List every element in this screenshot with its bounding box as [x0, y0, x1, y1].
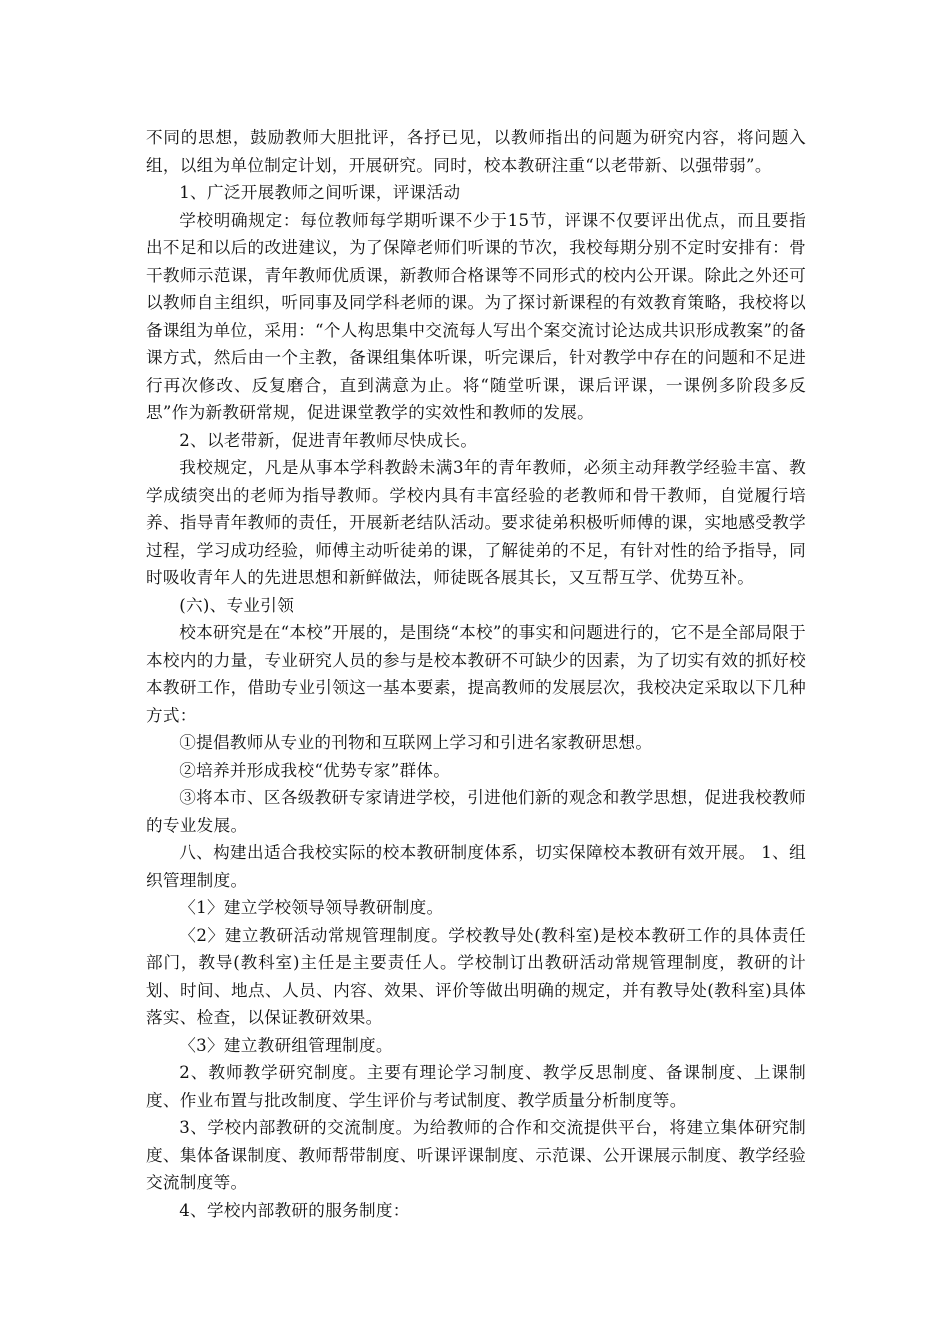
document-page — [146, 124, 806, 1224]
paragraph: 2、教师教学研究制度。主要有理论学习制度、教学反思制度、备课制度、上课制度、作业布置与批改制度、学生评价与考试制度、教学质量分析制度等。 — [146, 1063, 806, 1110]
list-item: 〈2〉建立教研活动常规管理制度。学校教导处(教科室)是校本教研工作的具体责任部门，教导(教科室)主任是主要责任人。学校制订出教研活动常规管理制度，教研的计划、时间、地点、人员、内容、效果、评价等做出明确的规定，并有教导处(教科室)具体落实、检查，以保证教研效果。 — [146, 925, 806, 1027]
section-heading: 1、广泛开展教师之间听课，评课活动 — [179, 183, 461, 202]
section-heading: 2、以老带新，促进青年教师尽快成长。 — [179, 430, 478, 450]
list-item: 〈1〉建立学校领导领导教研制度。 — [179, 898, 444, 917]
paragraph: 不同的思想，鼓励教师大胆批评，各抒已见，以教师指出的问题为研究内容，将问题入组，以组为单位制定计划，开展研究。同时，校本教研注重“以老带新、以强带弱”。 — [146, 128, 806, 175]
list-item: ①提倡教师从专业的刊物和互联网上学习和引进名家教研思想。 — [179, 733, 653, 752]
section-heading: (六)、专业引领 — [179, 595, 295, 615]
list-item: ②培养并形成我校“优势专家”群体。 — [179, 760, 451, 780]
paragraph: 3、学校内部教研的交流制度。为给教师的合作和交流提供平台，将建立集体研究制度、集体备课制度、教师帮带制度、听课评课制度、示范课、公开课展示制度、教学经验交流制度等。 — [146, 1118, 806, 1192]
list-item: 〈3〉建立教研组管理制度。 — [179, 1035, 393, 1055]
paragraph: 4、学校内部教研的服务制度： — [179, 1200, 410, 1220]
paragraph: 我校规定，凡是从事本学科教龄未满3年的青年教师，必须主动拜教学经验丰富、教学成绩突出的老师为指导教师。学校内具有丰富经验的老教师和骨干教师，自觉履行培养、指导青年教师的责任，开展新老结队活动。要求徒弟积极听师傅的课，实地感受教学过程，学习成功经验，师傅主动听徒弟的课，了解徒弟的不足，有针对性的给予指导，同时吸收青年人的先进思想和新鲜做法，师徒既各展其长，又互帮互学、优势互补。 — [146, 458, 806, 587]
paragraph: 学校明确规定：每位教师每学期听课不少于15节，评课不仅要评出优点，而且要指出不足和以后的改进建议，为了保障老师们听课的节次，我校每期分别不定时安排有：骨干教师示范课，青年教师优质课，新教师合格课等不同形式的校内公开课。除此之外还可以教师自主组织，听同事及同学科老师的课。为了探讨新课程的有效教育策略，我校将以备课组为单位，采用：“个人构思集中交流每人写出个案交流讨论达成共识形成教案”的备课方式，然后由一个主教，备课组集体听课，听完课后，针对教学中存在的问题和不足进行再次修改、反复磨合，直到满意为止。将“随堂听课，课后评课，一课例多阶段多反思”作为新教研常规，促进课堂教学的实效性和教师的发展。 — [146, 210, 806, 422]
paragraph: 校本研究是在“本校”开展的，是围绕“本校”的事实和问题进行的，它不是全部局限于本校内的力量，专业研究人员的参与是校本教研不可缺少的因素，为了切实有效的抓好校本教研工作，借助专业引领这一基本要素，提高教师的发展层次，我校决定采取以下几种方式： — [146, 623, 806, 725]
section-heading: 八、构建出适合我校实际的校本教研制度体系，切实保障校本教研有效开展。 1、组织管理制度。 — [146, 843, 806, 890]
list-item: ③将本市、区各级教研专家请进学校，引进他们新的观念和教学思想，促进我校教师的专业发展。 — [146, 788, 806, 835]
